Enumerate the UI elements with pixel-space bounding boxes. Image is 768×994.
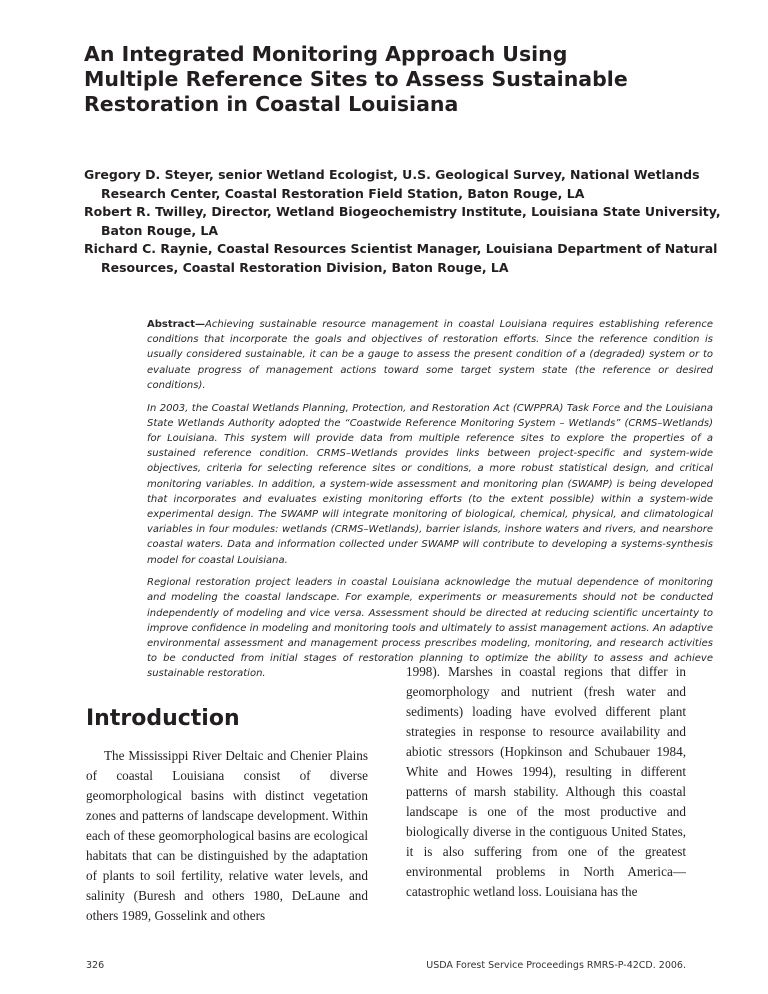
body-column-left	[86, 746, 368, 926]
author-list	[84, 166, 724, 277]
author-affiliation: Richard C. Raynie, Coastal Resources Scientist Manager, Louisiana Department of Natural Resources, Coastal Restoration Division, Baton Rouge, LA	[84, 241, 718, 275]
abstract-text: Achieving sustainable resource management in coastal Louisiana requires establishing reference conditions that incorporate the goals and objectives of restoration efforts. Since the reference condition is usually considered sustainable, it can be a gauge to assess the present condition of a (degraded) system or to evaluate progress of management actions toward some target system state (the reference or desired conditions).	[147, 319, 713, 391]
abstract-paragraph	[147, 317, 713, 393]
body-column-right	[406, 662, 686, 902]
author-affiliation: Robert R. Twilley, Director, Wetland Biogeochemistry Institute, Louisiana State University, Baton Rouge, LA	[84, 204, 721, 238]
body-paragraph: 1998). Marshes in coastal regions that differ in geomorphology and nutrient (fresh water and sediments) loading have evolved different plant strategies in response to resource availability and abiotic stressors (Hopkinson and Schubauer 1984, White and Howes 1994), resulting in different patterns of marsh stability. Although this coastal landscape is one of the most productive and biologically diverse in the contiguous United States, it is also suffering from one of the greatest environmental problems in North America—catastrophic wetland loss. Louisiana has the	[406, 664, 686, 899]
page-number: 326	[86, 960, 105, 971]
body-paragraph: The Mississippi River Deltaic and Chenier Plains of coastal Louisiana consist of diverse geomorphological basins with distinct vegetation zones and patterns of landscape development. Within each of these geomorphological basins are ecological habitats that can be distinguished by the adaptation of plants to soil fertility, relative water levels, and salinity (Buresh and others 1980, DeLaune and others 1989, Gosselink and others	[86, 748, 368, 923]
section-heading-introduction: Introduction	[86, 706, 240, 731]
proceedings-citation: USDA Forest Service Proceedings RMRS-P-42CD. 2006.	[426, 960, 686, 971]
paper-title: An Integrated Monitoring Approach Using Multiple Reference Sites to Assess Sustainable Restoration in Coastal Louisiana	[84, 42, 628, 116]
abstract-label: Abstract—	[147, 319, 206, 330]
abstract	[147, 317, 713, 689]
abstract-paragraph: In 2003, the Coastal Wetlands Planning, Protection, and Restoration Act (CWPPRA) Task Force and the Louisiana State Wetlands Authority adopted the “Coastwide Reference Monitoring System – Wetlands” (CRMS–Wetlands) for Louisiana. This system will provide data from multiple reference sites to explore the properties of a sustained reference condition. CRMS–Wetlands provides links between project-specific and system-wide objectives, criteria for selecting reference sites or conditions, a more robust statistical design, and critical monitoring variables. In addition, a system-wide assessment and monitoring plan (SWAMP) is being developed that incorporates and evaluates existing monitoring efforts (to the extent possible) within a system-wide experimental design. The SWAMP will integrate monitoring of biological, chemical, physical, and climatological variables in four modules: wetlands (CRMS–Wetlands), barrier islands, inshore waters and rivers, and nearshore coastal waters. Data and information collected under SWAMP will contribute to developing a systems-synthesis model for coastal Louisiana.	[147, 402, 713, 566]
author-affiliation: Gregory D. Steyer, senior Wetland Ecologist, U.S. Geological Survey, National Wetlands Research Center, Coastal Restoration Field Station, Baton Rouge, LA	[84, 167, 700, 201]
abstract-paragraph: Regional restoration project leaders in coastal Louisiana acknowledge the mutual dependence of monitoring and modeling the coastal landscape. For example, experiments or measurements should not be conducted independently of modeling and vice versa. Assessment should be directed at reducing scientific uncertainty to improve confidence in modeling and monitoring tools and ultimately to assist management actions. An adaptive environmental assessment and management process prescribes modeling, monitoring, and research activities to be conducted from initial stages of restoration planning to optimize the ability to assess and achieve sustainable restoration.	[147, 577, 713, 680]
